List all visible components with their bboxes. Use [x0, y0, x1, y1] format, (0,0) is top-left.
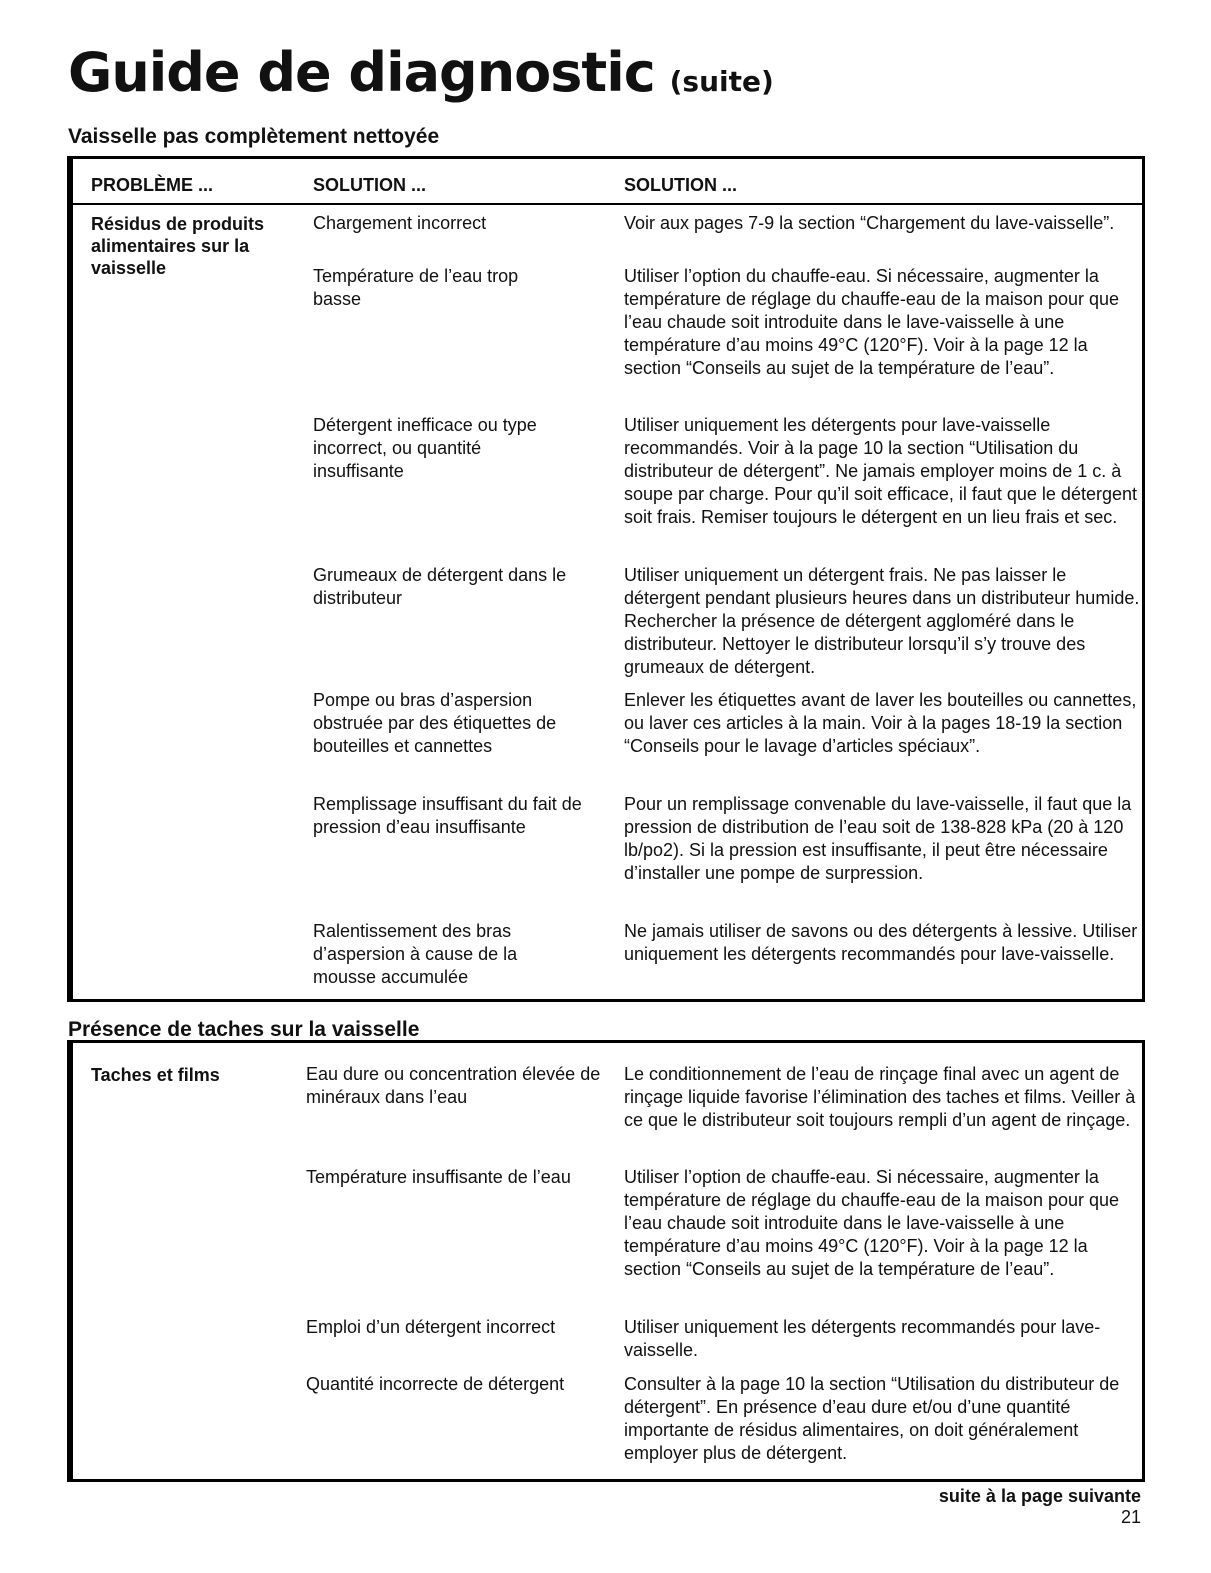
solution-text: Utiliser uniquement un détergent frais. Ne pas laisser le détergent pendant plusieurs heures dans un distributeur humide. Rechercher la présence de détergent aggloméré dans le distributeur. Nettoyer le distributeur lorsqu’il s’y trouve des grumeaux de détergent. — [624, 565, 1140, 677]
solution-text: Voir aux pages 7-9 la section “Chargement du lave-vaisselle”. — [624, 213, 1115, 233]
column-header-problem: PROBLÈME ... — [91, 175, 214, 195]
continued-note: suite à la page suivante — [938, 1486, 1141, 1506]
cause-text: Emploi d’un détergent incorrect — [306, 1317, 556, 1337]
table-header-row — [73, 159, 1142, 205]
solution-text: Consulter à la page 10 la section “Utilisation du distributeur de détergent”. En présence d’eau dure et/ou d’une quantité importante de résidus alimentaires, on doit généralement employer plus de détergent. — [624, 1374, 1120, 1463]
solution-text: Enlever les étiquettes avant de laver les bouteilles ou cannettes, ou laver ces articles à la main. Voir à la pages 18-19 la section “Conseils pour le lavage d’articles spéciaux”. — [624, 690, 1137, 756]
column-header-cause: SOLUTION ... — [313, 175, 427, 195]
cause-text: Détergent inefficace ou type incorrect, ou quantité insuffisante — [313, 415, 537, 481]
solution-text: Le conditionnement de l’eau de rinçage final avec un agent de rinçage liquide favorise l’élimination des taches et films. Veiller à ce que le distributeur soit toujours rempli d’un agent de rinçage. — [624, 1064, 1136, 1130]
cause-text: Température insuffisante de l’eau — [306, 1167, 571, 1187]
cause-text: Chargement incorrect — [313, 213, 487, 233]
solution-text: Utiliser l’option de chauffe-eau. Si nécessaire, augmenter la température de réglage du chauffe-eau de la maison pour que l’eau chaude soit introduite dans le lave-vaisselle à une température d’au moins 49°C (120°F). Voir à la page 12 la section “Conseils au sujet de la température de l’eau”. — [624, 1167, 1120, 1279]
cause-text: Pompe ou bras d’aspersion obstruée par des étiquettes de bouteilles et cannettes — [313, 690, 557, 756]
solution-text: Utiliser uniquement les détergents recommandés pour lave-vaisselle. — [624, 1317, 1101, 1360]
cause-text: Température de l’eau trop basse — [313, 266, 519, 309]
solution-text: Pour un remplissage convenable du lave-vaisselle, il faut que la pression de distribution de l’eau soit de 138-828 kPa (20 à 120 lb/po2). Si la pression est insuffisante, il peut être nécessaire d’installer une pompe de surpression. — [624, 794, 1132, 883]
troubleshooting-table-cleaning — [67, 156, 1145, 1002]
page-title — [68, 41, 774, 104]
problem-label: Résidus de produits alimentaires sur la vaisselle — [91, 214, 265, 278]
page-number: 21 — [1120, 1507, 1141, 1527]
section-heading-spots: Présence de taches sur la vaisselle — [68, 1018, 420, 1041]
solution-text: Utiliser uniquement les détergents pour lave-vaisselle recommandés. Voir à la page 10 la section “Utilisation du distributeur de détergent”. Ne jamais employer moins de 1 c. à soupe par charge. Pour qu’il soit efficace, il faut que le détergent soit frais. Remiser toujours le détergent en un lieu frais et sec. — [624, 415, 1137, 527]
cause-text: Grumeaux de détergent dans le distributeur — [313, 565, 567, 608]
cause-text: Eau dure ou concentration élevée de minéraux dans l’eau — [306, 1064, 601, 1107]
page-title-main: Guide de diagnostic — [68, 41, 655, 104]
problem-label: Taches et films — [91, 1065, 220, 1085]
cause-text: Ralentissement des bras d’aspersion à cause de la mousse accumulée — [313, 921, 518, 987]
cause-text: Quantité incorrecte de détergent — [306, 1374, 565, 1394]
solution-text: Utiliser l’option du chauffe-eau. Si nécessaire, augmenter la température de réglage du chauffe-eau de la maison pour que l’eau chaude soit introduite dans le lave-vaisselle à une température d’au moins 49°C (120°F). Voir à la page 12 la section “Conseils au sujet de la température de l’eau”. — [624, 266, 1120, 378]
troubleshooting-table-spots — [67, 1040, 1145, 1482]
column-header-solution: SOLUTION ... — [624, 175, 738, 195]
section-heading-incomplete-cleaning: Vaisselle pas complètement nettoyée — [68, 125, 440, 148]
page-title-suffix: (suite) — [669, 65, 774, 98]
cause-text: Remplissage insuffisant du fait de pression d’eau insuffisante — [313, 794, 582, 837]
solution-text: Ne jamais utiliser de savons ou des détergents à lessive. Utiliser uniquement les détergents recommandés pour lave-vaisselle. — [624, 921, 1138, 964]
